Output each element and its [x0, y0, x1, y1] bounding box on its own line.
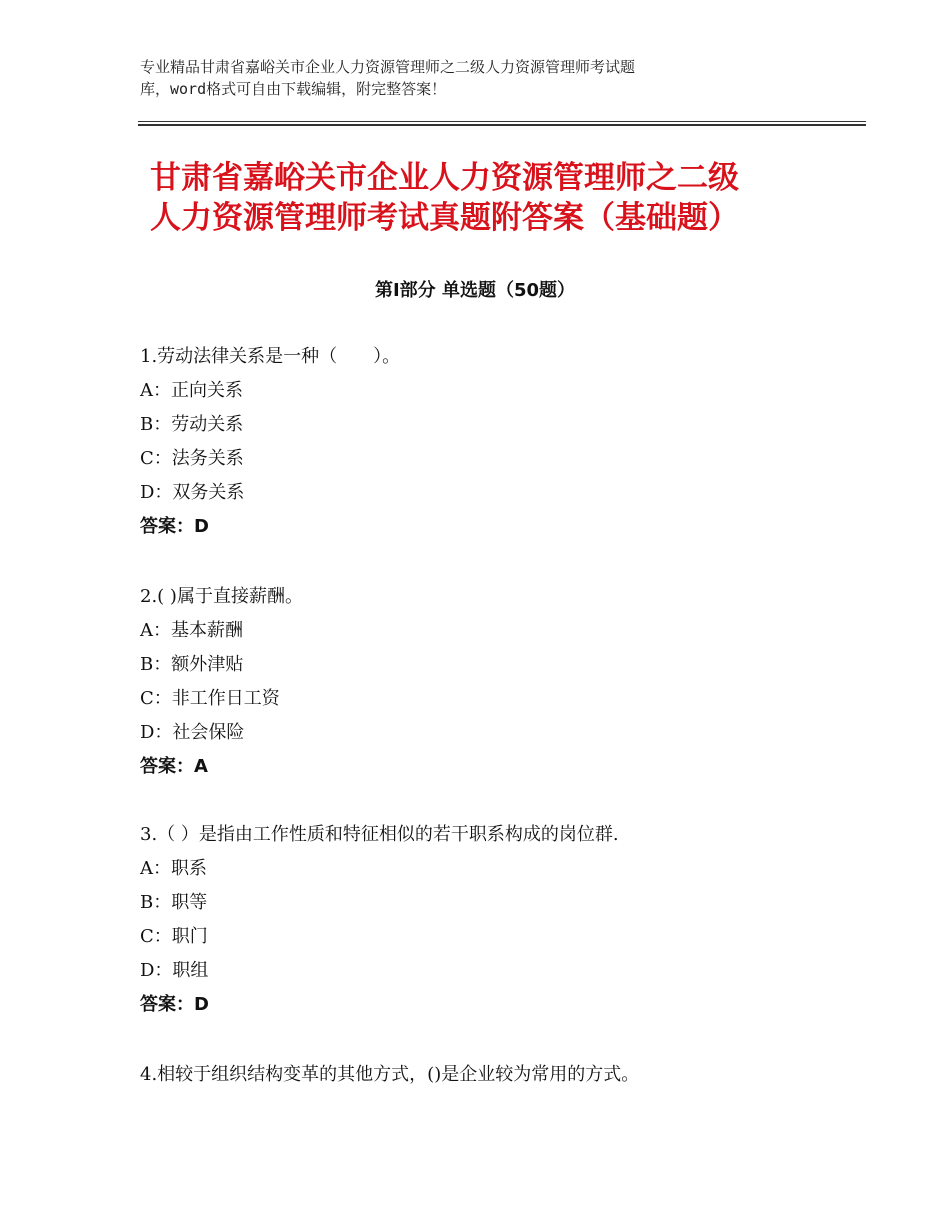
section-title: 第Ⅰ部分 单选题（50题） [374, 280, 575, 301]
question-3 [140, 818, 860, 1022]
option-a: A：基本薪酬 [140, 620, 243, 641]
question-stem: 2.( )属于直接薪酬。 [140, 586, 303, 607]
option-c: C：职门 [140, 926, 208, 947]
question-4 [140, 1058, 860, 1092]
header-divider-thin [138, 121, 866, 122]
option-d: D：社会保险 [140, 722, 245, 743]
option-b: B：劳动关系 [140, 414, 244, 435]
document-title-line-2: 人力资源管理师考试真题附答案（基础题） [150, 200, 739, 236]
question-2 [140, 580, 860, 784]
answer-label: 答案：D [140, 994, 209, 1015]
document-title-line-1: 甘肃省嘉峪关市企业人力资源管理师之二级 [150, 160, 739, 196]
header-note-line-2: 库，word格式可自由下载编辑，附完整答案！ [140, 80, 447, 98]
header-note [140, 56, 780, 100]
option-b: B：额外津贴 [140, 654, 244, 675]
header-divider-thick [138, 124, 866, 126]
answer-label: 答案：D [140, 516, 209, 537]
option-c: C：法务关系 [140, 448, 244, 469]
question-stem: 1.劳动法律关系是一种（ ）。 [140, 346, 401, 367]
option-d: D：双务关系 [140, 482, 245, 503]
question-stem: 4.相较于组织结构变革的其他方式，()是企业较为常用的方式。 [140, 1064, 640, 1085]
option-b: B：职等 [140, 892, 208, 913]
option-a: A：职系 [140, 858, 207, 879]
question-stem: 3.（ ）是指由工作性质和特征相似的若干职系构成的岗位群. [140, 824, 619, 845]
option-c: C：非工作日工资 [140, 688, 280, 709]
document-title [150, 158, 850, 238]
option-d: D：职组 [140, 960, 209, 981]
question-1 [140, 340, 860, 544]
header-note-line-1: 专业精品甘肃省嘉峪关市企业人力资源管理师之二级人力资源管理师考试题 [140, 58, 636, 76]
option-a: A：正向关系 [140, 380, 243, 401]
answer-label: 答案：A [140, 756, 208, 777]
